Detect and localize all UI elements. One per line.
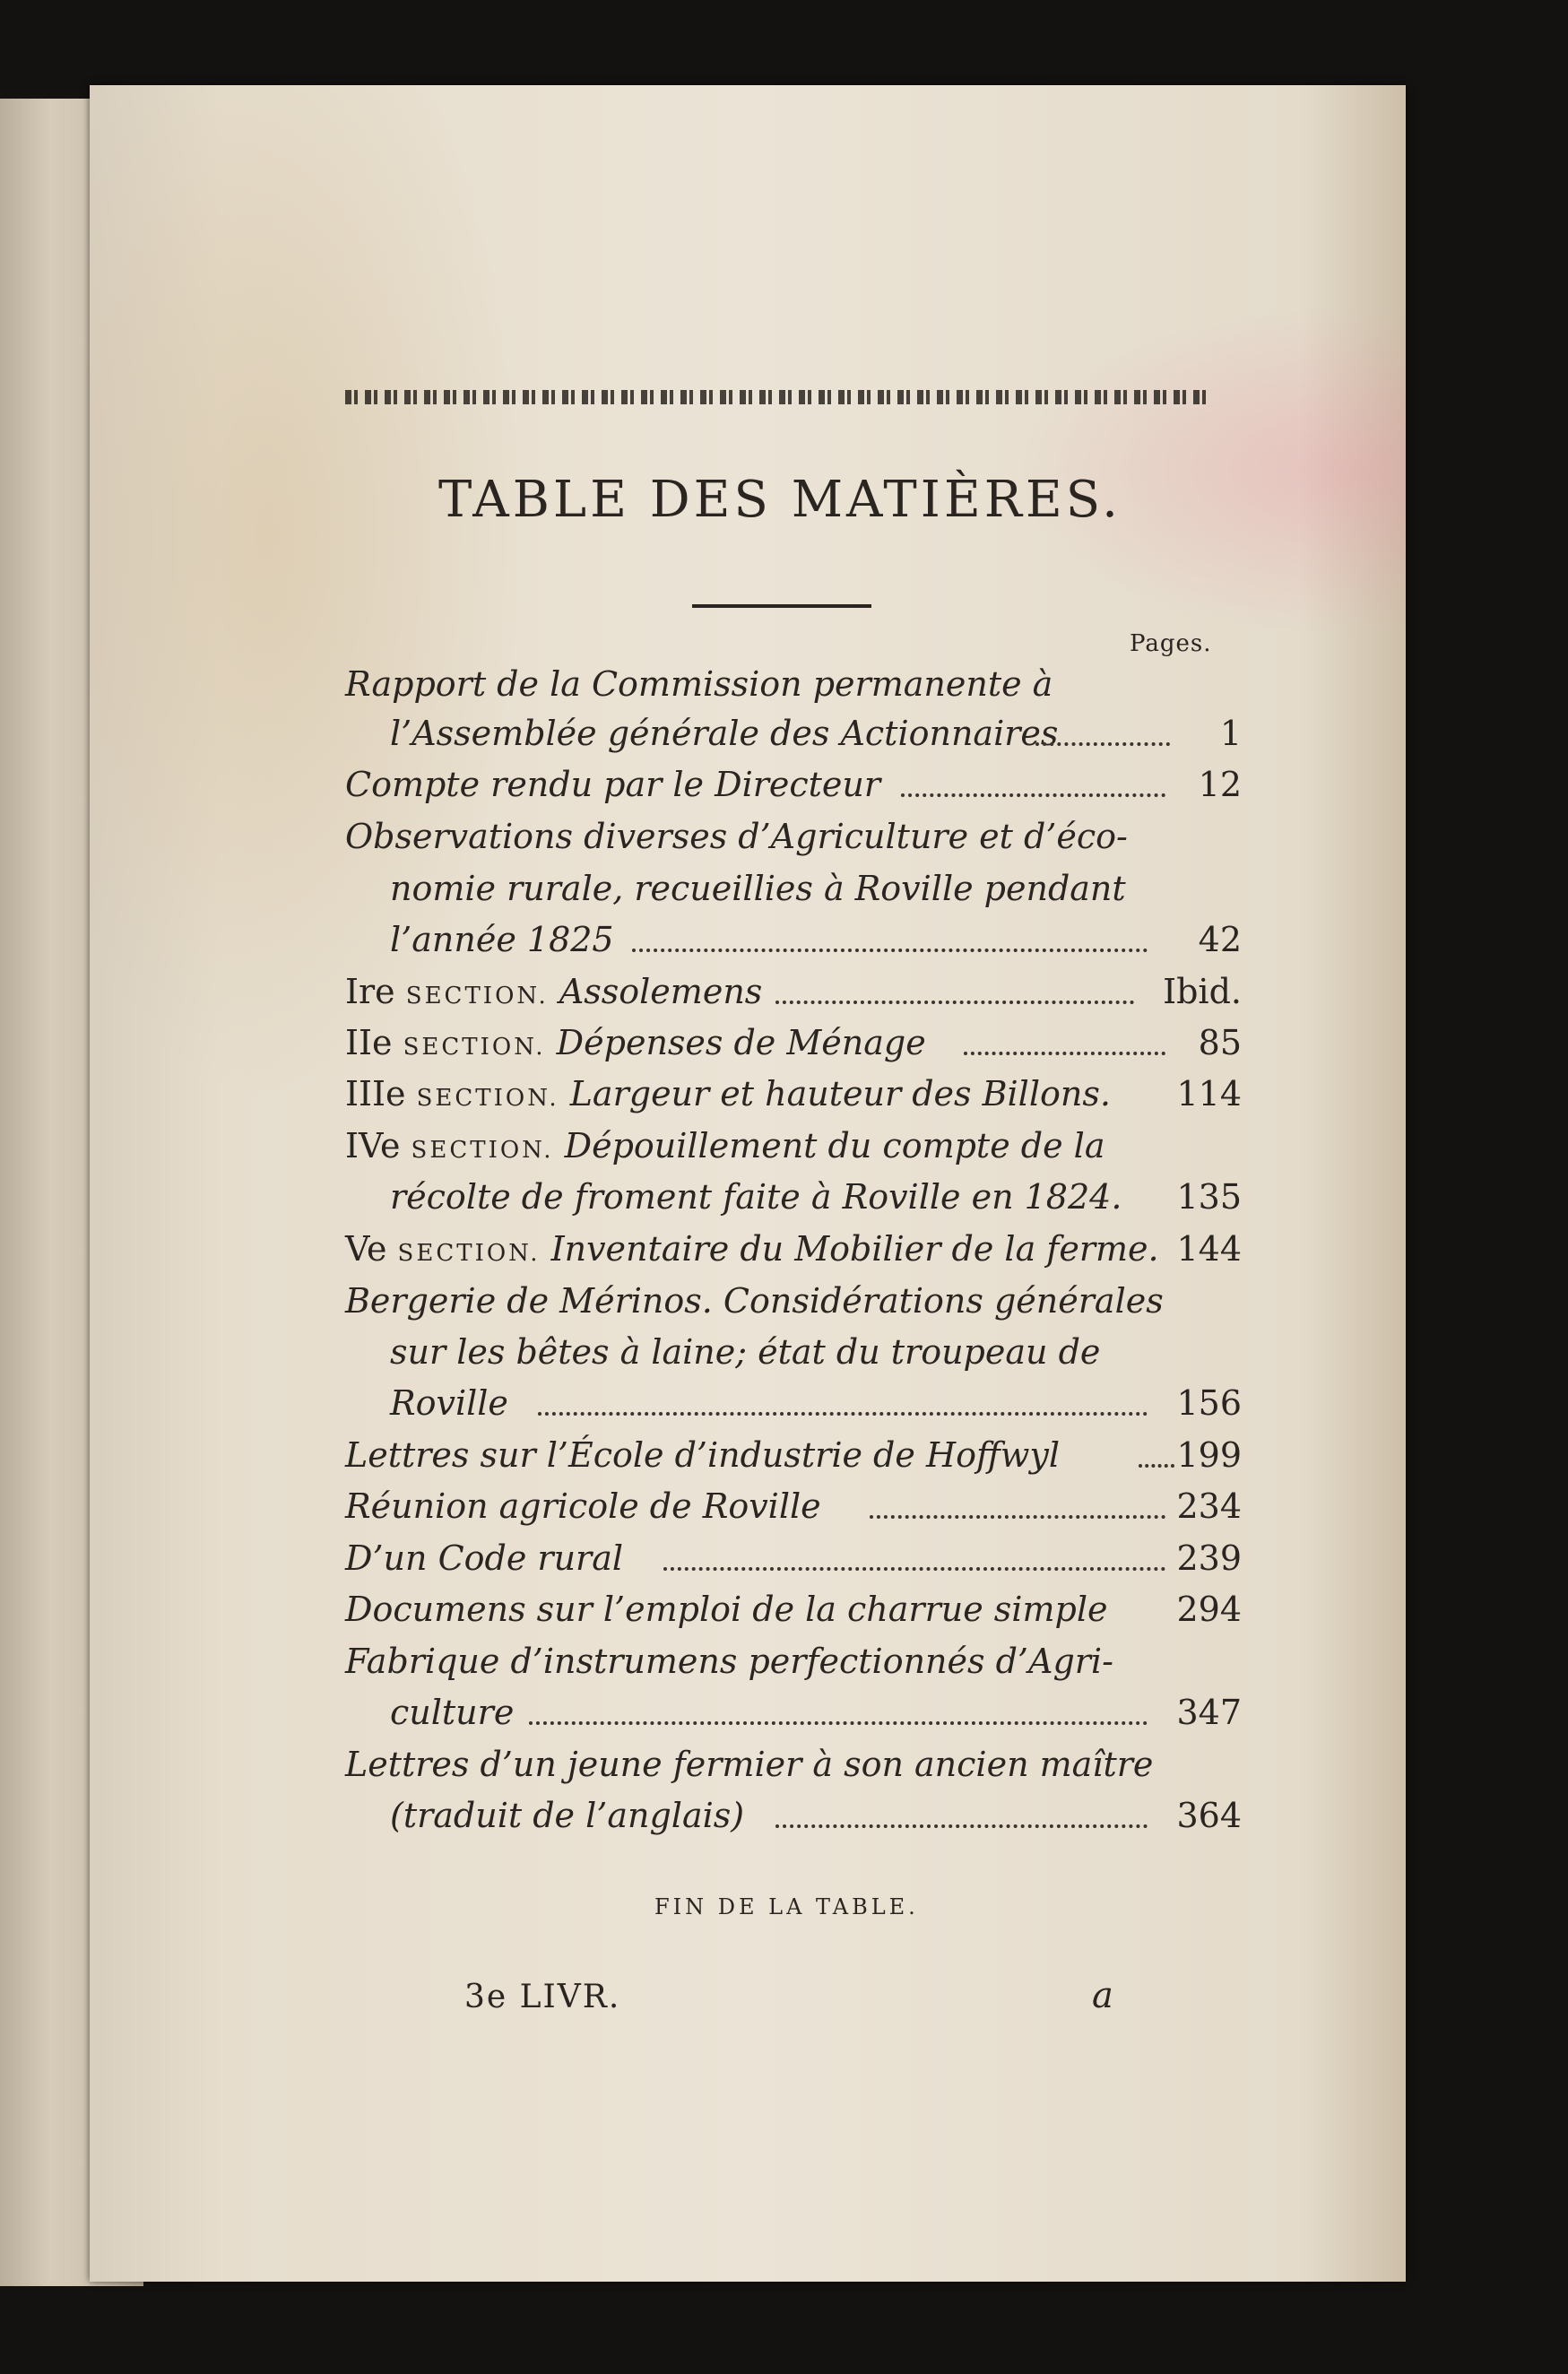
title-rule	[692, 604, 871, 608]
toc-line: Ve SECTION. Inventaire du Mobilier de la ferme. 144	[345, 1229, 1242, 1269]
signature-mark: 3e LIVR.	[464, 1979, 621, 2015]
toc-line: Fabrique d’instrumens perfectionnés d’Agri-	[345, 1642, 1113, 1681]
toc-line: Documens sur l’emploi de la charrue simple 294	[345, 1590, 1242, 1629]
toc-line: Lettres d’un jeune fermier à son ancien maître	[345, 1745, 1154, 1784]
toc-line: Compte rendu par le Directeur 12	[345, 765, 1242, 804]
gathering-letter: a	[1092, 1975, 1113, 2016]
toc-line: l’Assemblée générale des Actionnaires 1	[390, 714, 1242, 753]
toc-line: Roville 156	[390, 1383, 1242, 1423]
toc-line: IVe SECTION. Dépouillement du compte de la	[345, 1126, 1105, 1165]
book-page	[90, 85, 1406, 2282]
toc-line: Lettres sur l’École d’industrie de Hoffwyl 199	[345, 1435, 1242, 1475]
end-of-table: FIN DE LA TABLE.	[654, 1894, 919, 1919]
toc-line: IIe SECTION. Dépenses de Ménage 85	[345, 1023, 1242, 1062]
toc-line: récolte de froment faite à Roville en 1824. 135	[390, 1177, 1242, 1217]
toc-line: Ire SECTION. Assolemens Ibid.	[345, 972, 1242, 1011]
page-title: TABLE DES MATIÈRES.	[438, 471, 1122, 529]
pages-column-label: Pages.	[1130, 630, 1212, 657]
toc-line: sur les bêtes à laine; état du troupeau de	[390, 1332, 1101, 1372]
toc-line: culture 347	[390, 1693, 1242, 1732]
toc-line: l’année 1825 42	[390, 920, 1242, 959]
toc-line: Observations diverses d’Agriculture et d’éco-	[345, 817, 1128, 856]
toc-line: IIIe SECTION. Largeur et hauteur des Billons. 114	[345, 1074, 1242, 1113]
toc-line: Bergerie de Mérinos. Considérations générales	[345, 1281, 1164, 1321]
toc-line: (traduit de l’anglais) 364	[390, 1796, 1242, 1835]
toc-line: nomie rurale, recueillies à Roville pendant	[390, 869, 1126, 908]
toc-line: Rapport de la Commission permanente à	[345, 664, 1053, 704]
toc-line: D’un Code rural 239	[345, 1538, 1242, 1578]
toc-line: Réunion agricole de Roville 234	[345, 1486, 1242, 1526]
ornamental-border	[345, 390, 1206, 404]
